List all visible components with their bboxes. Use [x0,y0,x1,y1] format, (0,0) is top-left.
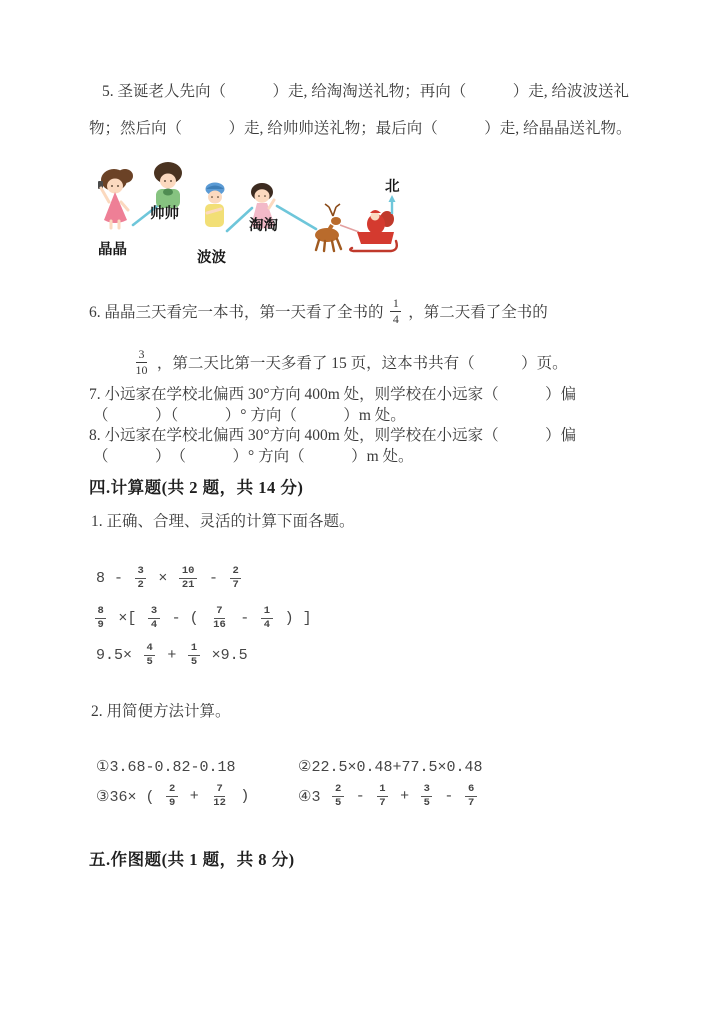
taotao-figure [249,183,278,234]
section-5-title: 五.作图题(共 1 题，共 8 分) [89,850,295,869]
section-4-title: 四.计算题(共 2 题，共 14 分) [89,478,304,497]
fraction-denominator: 12 [213,796,226,809]
jingjing-label: 晶晶 [98,242,127,258]
fraction [332,783,343,809]
expr-text: + [180,787,208,805]
jingjing-figure [98,169,133,258]
question-8-line2: （ ） （ ）° 方向（ ）m 处。 [93,448,414,465]
fraction-denominator: 5 [334,796,342,809]
expr-text: ④3 [298,788,330,806]
fraction [377,783,388,809]
fraction-numerator: 3 [136,347,147,362]
expr-text: × [149,569,177,587]
shuaishuai-figure [150,162,182,222]
simple-calc-3 [96,779,249,813]
fraction-numerator: 7 [214,783,225,797]
santa-route-illustration [95,158,417,272]
fraction-numerator: 1 [261,605,272,619]
simple-calc-2 [298,749,482,783]
fraction [166,783,177,809]
expr-text: - [199,569,227,587]
fraction-numerator: 10 [179,565,197,579]
expr-text: + [391,787,419,805]
question-6-line2 [130,344,568,380]
bobo-label: 波波 [197,250,226,266]
expr-text: ×[ [109,609,146,627]
fraction-numerator: 2 [332,783,343,797]
fraction-denominator: 2 [137,578,144,591]
expr-text: ×9.5 [202,646,248,664]
calc-item2-label: 2. 用简便方法计算。 [91,703,231,720]
fraction-numerator: 3 [135,565,146,579]
fraction-numerator: 3 [148,605,159,619]
expr-text: - ( [162,609,208,627]
north-label: 北 [385,179,400,195]
fraction [135,565,146,591]
expr-text: ，第二天看了全书的 [404,304,548,321]
expr-text: ，第二天比第一天多看了 15 页，这本书共有（ ）页。 [153,355,568,372]
fraction [230,565,241,591]
fraction-denominator: 7 [232,578,239,591]
fraction-denominator: 9 [168,796,176,809]
fraction [148,605,159,631]
fraction-numerator: 7 [214,605,225,619]
expr-text: ③36× ( [96,788,164,806]
fraction-denominator: 7 [467,796,475,809]
connector-taotao-sled [277,206,316,229]
expr-text: ①3.68-0.82-0.18 [96,758,236,776]
fraction-denominator: 10 [135,362,148,377]
expr-text: 9.5× [96,646,142,664]
fraction [95,605,106,631]
expr-text: - [346,787,374,805]
fraction-denominator: 21 [181,578,195,591]
fraction-denominator: 5 [190,655,198,668]
fraction-denominator: 5 [146,655,153,668]
fraction [421,783,432,809]
expr-text: ) [231,787,250,805]
expr-text: - [231,609,259,627]
expr-text: 8 - [96,569,133,587]
question-7-line2: （ ）（ ）° 方向（ ）m 处。 [93,407,406,424]
expr-text: - [435,787,463,805]
fraction-numerator: 3 [421,783,432,797]
fraction [261,605,272,631]
fraction [179,565,197,591]
fraction-numerator: 1 [377,783,388,797]
santa-sled-figure [340,208,397,251]
fraction-denominator: 16 [213,618,226,631]
fraction-denominator: 5 [423,796,430,809]
fraction [390,296,401,326]
fraction [144,642,155,668]
fraction-numerator: 4 [144,642,155,656]
fraction-denominator: 4 [150,618,158,631]
calc-expression-2 [92,601,312,635]
question-8-line1: 8. 小远家在学校北偏西 30°方向 400m 处，则学校在小远家（ ）偏 [89,427,577,444]
fraction [465,783,476,809]
fraction-denominator: 9 [97,618,104,631]
fraction-numerator: 2 [230,565,241,579]
expr-text: ②22.5×0.48+77.5×0.48 [298,758,483,776]
question-5-line2: 物；然后向（ ）走, 给帅帅送礼物；最后向（ ）走, 给晶晶送礼物。 [89,120,632,137]
fraction-denominator: 7 [379,796,386,809]
north-indicator [385,178,400,214]
taotao-label: 淘淘 [249,218,278,234]
reindeer-figure [315,204,341,251]
bobo-figure [197,183,226,267]
question-5-line1: 5. 圣诞老人先向（ ）走, 给淘淘送礼物；再向（ ）走, 给波波送礼 [102,83,630,100]
calc-expression-3 [96,638,248,672]
shuaishuai-label: 帅帅 [150,206,179,222]
simple-calc-1 [96,749,235,783]
expr-text: ) ] [275,609,312,627]
fraction-denominator: 4 [392,311,399,326]
fraction [211,783,229,809]
expr-text: 6. 晶晶三天看完一本书，第一天看了全书的 [89,304,388,321]
question-7-line1: 7. 小远家在学校北偏西 30°方向 400m 处，则学校在小远家（ ）偏 [89,386,577,403]
question-6-line1 [89,293,548,329]
fraction [133,347,150,377]
calc-item1-label: 1. 正确、合理、灵活的计算下面各题。 [91,513,355,530]
fraction-numerator: 6 [465,783,476,797]
fraction [211,605,229,631]
fraction-numerator: 8 [95,605,106,619]
expr-text: + [158,646,186,664]
fraction-numerator: 1 [188,642,199,656]
fraction-numerator: 2 [166,783,177,797]
fraction [188,642,199,668]
calc-expression-1 [96,561,244,595]
fraction-denominator: 4 [263,618,271,631]
fraction-numerator: 1 [390,296,401,311]
simple-calc-4 [298,779,480,813]
